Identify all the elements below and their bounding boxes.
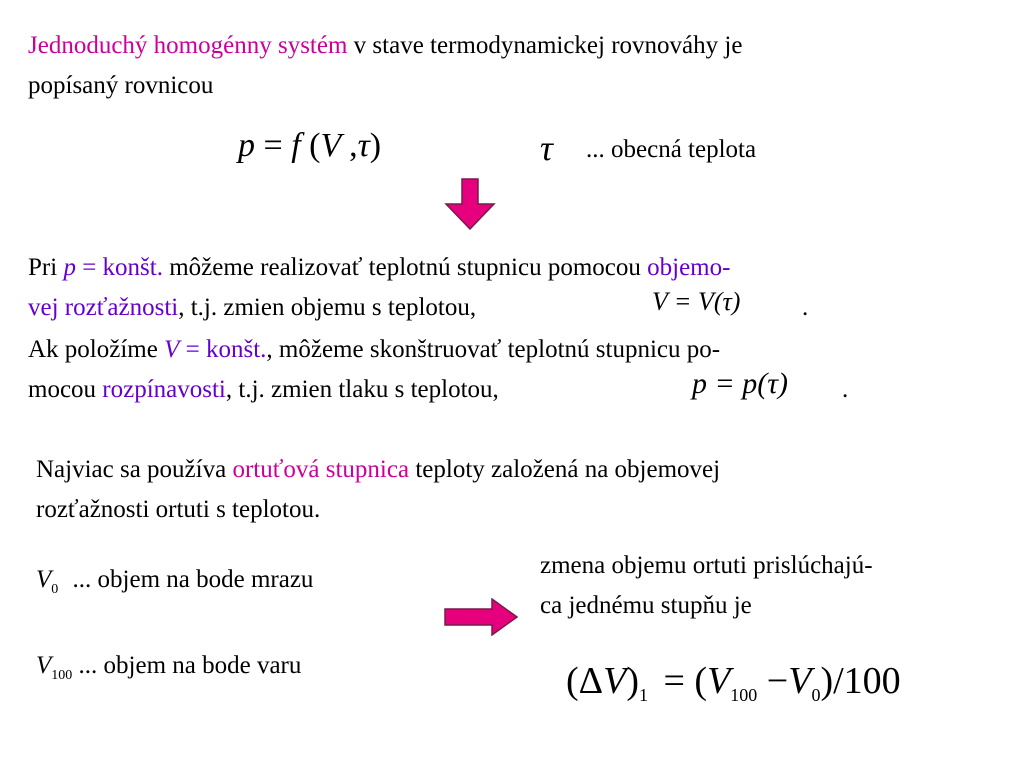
para1-line-2 [28, 290, 476, 326]
formula-slash: / [833, 660, 844, 702]
para1-line-4 [28, 372, 499, 408]
formula-equals: = [663, 660, 685, 702]
down-arrow-icon [444, 178, 496, 230]
para2-pre: Najviac sa používa [36, 456, 233, 483]
para1-line-2-dot: . [802, 294, 809, 321]
para1-pri: Pri [28, 254, 64, 281]
def-v0 [36, 562, 313, 608]
right-arrow-icon [444, 598, 518, 636]
v100-text: ... objem na bode varu [78, 652, 302, 679]
para1-line-4-rest: , t.j. zmien tlaku s teplotou, [225, 376, 499, 403]
para1-objemo: objemo- [647, 254, 731, 281]
formula-lhs-open: ( [566, 660, 579, 702]
tau-symbol: τ [540, 128, 553, 168]
eq-f: f [291, 127, 301, 164]
def-v100 [36, 648, 301, 694]
eq-equals: = [263, 127, 283, 164]
para1-ak: Ak položíme [28, 336, 165, 363]
para1-rozt-highlight: vej rozťažnosti [28, 294, 179, 321]
para1-V-symbol: V [164, 336, 180, 363]
v0-text: ... objem na bode mrazu [72, 566, 314, 593]
para1-V-const: = konšt. [179, 336, 267, 363]
para1-line-3-rest: , môžeme skonštruovať teplotnú stupnicu po- [266, 336, 721, 363]
formula-lhs-close: ) [626, 660, 639, 702]
equation-V-of-tau: V = V(τ) [652, 287, 741, 316]
para2-highlight: ortuťová stupnica [232, 456, 410, 483]
para1-line-3 [28, 332, 720, 368]
main-equation [238, 126, 381, 166]
para1-mocou: mocou [28, 376, 103, 403]
formula-V0-subscript: 0 [811, 685, 821, 705]
eq-open-paren: ( [309, 127, 321, 164]
para1-line-2-rest: , t.j. zmien objemu s teplotou, [178, 294, 477, 321]
formula-divisor: 100 [843, 660, 901, 702]
intro-highlight: Jednoduchý homogénny systém [28, 32, 348, 59]
v100-subscript: 100 [51, 668, 73, 683]
para1-p-symbol: p [63, 254, 76, 281]
right-note-line-2: ca jednému stupňu je [540, 592, 752, 619]
tau-note-text: ... obecná teplota [586, 136, 757, 163]
equation-p-of-tau: p = p(τ) [692, 367, 788, 400]
para1-line-1-mid: môžeme realizovať teplotnú stupnicu pomocou [162, 254, 648, 281]
eq-p: p [238, 127, 255, 164]
para1-line-4-dot: . [842, 376, 849, 403]
intro-line-1-rest: v stave termodynamickej rovnováhy je [347, 32, 743, 59]
para1-p-const: = konšt. [75, 254, 163, 281]
eq-comma: , [349, 127, 358, 164]
formula-delta-v [566, 656, 901, 720]
formula-lhs-subscript: 1 [638, 685, 648, 705]
formula-minus: − [766, 660, 789, 702]
intro-line-2: popísaný rovnicou [28, 72, 214, 99]
para2-line-2: rozťažnosti ortuti s teplotou. [36, 496, 321, 523]
formula-V100: V [707, 660, 731, 702]
formula-V0: V [788, 660, 812, 702]
formula-rhs-close: ) [820, 660, 834, 702]
v100-symbol: V [36, 652, 52, 679]
formula-rhs-open: ( [694, 660, 708, 702]
formula-delta: Δ [578, 660, 604, 702]
right-note-line-1: zmena objemu ortuti prislúchajú- [540, 552, 873, 579]
v0-symbol: V [36, 566, 52, 593]
formula-lhs-V: V [603, 660, 627, 702]
formula-V100-subscript: 100 [730, 685, 758, 705]
intro-line-1 [28, 28, 742, 64]
para2-line-1-rest: teploty založená na objemovej [409, 456, 721, 483]
eq-close-paren: ) [369, 127, 382, 164]
para1-line-1 [28, 250, 730, 286]
para2-line-1 [36, 452, 720, 488]
v0-subscript: 0 [51, 582, 59, 597]
eq-tau: τ [357, 127, 370, 164]
para1-rozpinavosti: rozpínavosti [102, 376, 226, 403]
eq-V: V [320, 127, 341, 164]
